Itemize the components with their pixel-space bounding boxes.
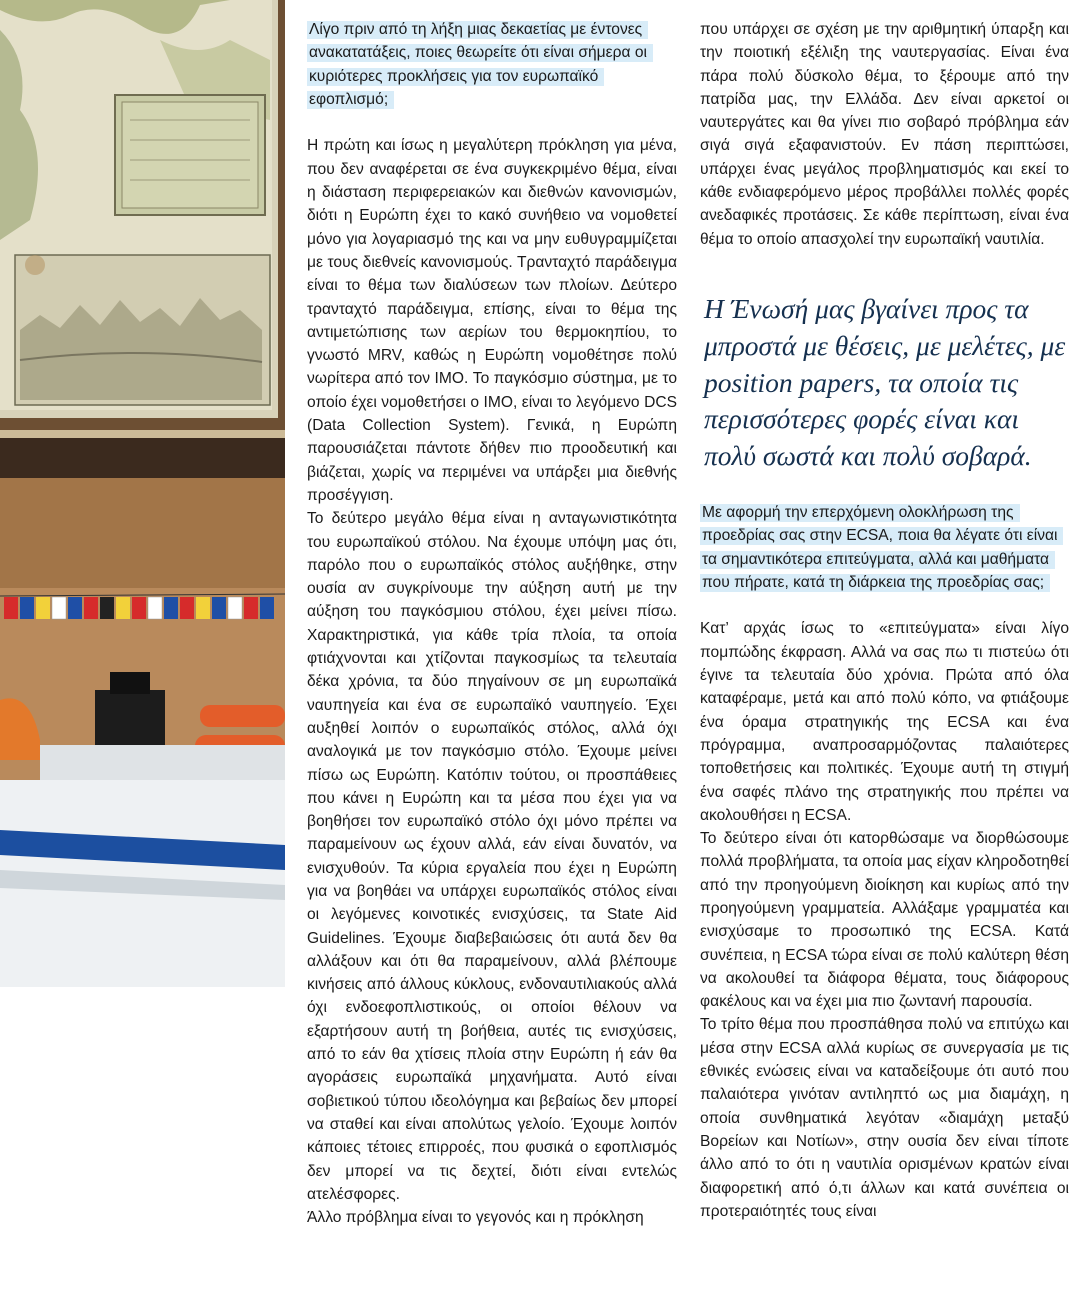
answer-paragraph: Το δεύτερο είναι ότι κατορθώσαμε να διορθώσουμε πολλά προβλήματα, τα οποία μας είχαν κληροδοτηθεί από την προηγούμενη διοίκηση και κυρίως από την προηγούμενη γραμματεία. Αλλάξαμε γραμματέα και ενισχύσαμε το προσωπικό της ECSA. Κατά συνέπεια, η ECSA τώρα είναι σε πολύ καλύτερη θέση να ακολουθεί τα διάφορα θέματα, τους διάφορους φακέλους και να έχει μια πιο ζωντανή παρουσία. (700, 830, 1069, 1011)
answer-paragraph: Κατ’ αρχάς ίσως το «επιτεύγματα» είναι λίγο πομπώδης έκφραση. Αλλά να σας πω τι πιστεύω ότι έγινε τα τελευταία δύο χρόνια. Πρώτα από όλα καταφέραμε, μετά και από πολύ κόπο, να φτιάξουμε ένα όραμα στρατηγικής της ECSA και ένα πρόγραμμα, αναπροσαρμόζοντας παλαιότερες τοποθετήσεις και πολιτικές. Έχουμε αυτή τη στιγμή ένα σαφές πλάνο της στρατηγικής που πρέπει να ακολουθήσει η ECSA. (700, 620, 1069, 824)
pull-quote: Η Ένωσή μας βγαίνει προς τα μπροστά με θέσεις, με μελέτες, με position papers, τα οποία τις περισσότερες φορές είναι και πολύ σωστά και πολύ σοβαρά. (704, 292, 1066, 472)
article-column-middle (307, 18, 677, 1229)
answer-paragraph: Η πρώτη και ίσως η μεγαλύτερη πρόκληση για μένα, που δεν αναφέρεται σε ένα συγκεκριμένο θέμα, είναι η διάσταση περιφερειακών και διεθνών κανονισμών, διότι η Ευρώπη έχει το κακό συνήθειο να νομοθετεί μόνο για λογαριασμό της και να μην ευθυγραμμίζεται με τους διεθνείς κανονισμούς. Τρανταχτό παράδειγμα είναι το θέμα των διαλύσεων των πλοίων. Δεύτερο τρανταχτό παράδειγμα, επίσης, είναι το θέμα της αντιμετώπισης των αερίων του θερμοκηπίου, το γνωστό MRV, καθώς η Ευρώπη νομοθέτησε πολύ νωρίτερα από τον IMO. Το παγκόσμιο σύστημα, με το οποίο έχει νομοθετήσει ο IMO, είναι το λεγόμενο DCS (Data Collection System). Γενικά, η Ευρώπη παρουσιάζεται πάντοτε δήθεν πιο προοδευτική και βιάζεται, χωρίς να περιμένει να υπάρξει μια διεθνής προσέγγιση. (307, 137, 677, 504)
photo-illustration (0, 0, 285, 987)
article-photo (0, 0, 285, 987)
interview-question-1 (307, 18, 677, 111)
interview-question-2 (700, 501, 1069, 594)
question-highlight: Λίγο πριν από τη λήξη μιας δεκαετίας με έντονες ανακατατάξεις, ποιες θεωρείτε ότι είναι σήμερα οι κυριότερες προκλήσεις για τον ευρωπαϊκό εφοπλισμό; (307, 21, 653, 109)
question-highlight: Με αφορμή την επερχόμενη ολοκλήρωση της προεδρίας σας στην ECSA, ποια θα λέγατε ότι είναι τα σημαντικότερα επιτεύγματα, αλλά και μαθήματα που πήρατε, κατά τη διάρκεια της προεδρίας σας; (700, 504, 1063, 592)
answer-paragraph: Το τρίτο θέμα που προσπάθησα πολύ να επιτύχω και μέσα στην ECSA αλλά κυρίως σε συνεργασία με τις εθνικές ενώσεις είναι να καταδείξουμε ότι αυτό που παλαιότερα γινόταν αντιληπτό ως μια διαμάχη, η οποία συνθηματικά λεγόταν «διαμάχη μεταξύ Βορείων και Νοτίων», στην ουσία δεν είναι τίποτε άλλο από το ότι η ναυτιλία ορισμένων κρατών είναι διαφορετική από ό,τι άλλων και κατά συνέπεια οι προτεραιότητές τους είναι (700, 1016, 1069, 1220)
answer-paragraph: Άλλο πρόβλημα είναι το γεγονός και η πρόκληση (307, 1209, 644, 1227)
answer-paragraph: Το δεύτερο μεγάλο θέμα είναι η ανταγωνιστικότητα του ευρωπαϊκού στόλου. Να έχουμε υπόψη μας ότι, παρόλο που ο ευρωπαϊκός στόλος αυξήθηκε, στην ουσία αν συγκρίνουμε την αύξηση αυτή με την αύξηση του παγκόσμιου στόλου, έχει μείνει πίσω. Χαρακτηριστικά, για κάθε τρία πλοία, τα οποία φτιάχνονται και χτίζονται παγκοσμίως τα τελευταία δέκα χρόνια, τα δύο πηγαίνουν σε μη ευρωπαϊκά ναυπηγεία και ένα σε ευρωπαϊκό ναυπηγείο. Έχει αυξηθεί λοιπόν ο ευρωπαϊκός στόλος, αλλά όχι αναλογικά με τον παγκόσμιο στόλο. Έχουμε μείνει πίσω ως Ευρώπη. Κατόπιν τούτου, οι προσπάθειες που κάνει η Ευρώπη και τα μέσα που έχει για να βοηθήσει τον ευρωπαϊκό στόλο όχι μόνο πρέπει να παραμείνουν ως έχουν αλλά, εάν είναι δυνατόν, να ενισχυθούν. Τα κύρια εργαλεία που έχει η Ευρώπη για να βοηθάει να υπάρχει ευρωπαϊκός στόλος είναι οι λεγόμενες κοινοτικές ενισχύσεις, τα State Aid Guidelines. Έχουμε διαβεβαιώσεις ότι αυτά δεν θα αλλάξουν και ότι θα παραμείνουν, αλλά βλέπουμε κινήσεις από άλλους κύκλους, ενδοναυτιλιακούς αλλά όχι ενδοεφοπλιστικούς, οι οποίοι θέλουν να εξαρτήσουν αυτή τη βοήθεια, αυτές τις ενισχύσεις, από το εάν θα χτίσεις πλοία στην Ευρώπη ή εάν θα αγοράσεις ευρωπαϊκά μηχανήματα. Αυτό είναι σοβιετικού τύπου ιδεολόγημα και βεβαίως δεν μπορεί να σταθεί και είναι απολύτως γελοίο. Έχουμε λοιπόν κάποιες τέτοιες επιρροές, που φυσικά ο εφοπλισμός δεν μπορεί να τις δεχτεί, διότι είναι εντελώς ατελέσφορες. (307, 510, 677, 1203)
article-column-right (700, 18, 1069, 1223)
answer-paragraph-continued: που υπάρχει σε σχέση με την αριθμητική ύπαρξη και την ποιοτική εξέλιξη της ναυτεργασίας. Είναι ένα πάρα πολύ δύσκολο θέμα, το ξέρουμε από την πατρίδα μας, την Ελλάδα. Δεν είναι αρκετοί οι ναυτεργάτες και θα γίνει πιο σοβαρό πρόβλημα εάν σιγά σιγά εξαφανιστούν. Εν πάση περιπτώσει, υπάρχει ένας μεγάλος προβληματισμός και εκεί το κάθε ενδιαφερόμενο μέρος προβάλλει πολλές φορές ανεδαφικές προτάσεις. Σε κάθε περίπτωση, είναι ένα θέμα το οποίο απασχολεί την ευρωπαϊκή ναυτιλία. (700, 21, 1069, 248)
